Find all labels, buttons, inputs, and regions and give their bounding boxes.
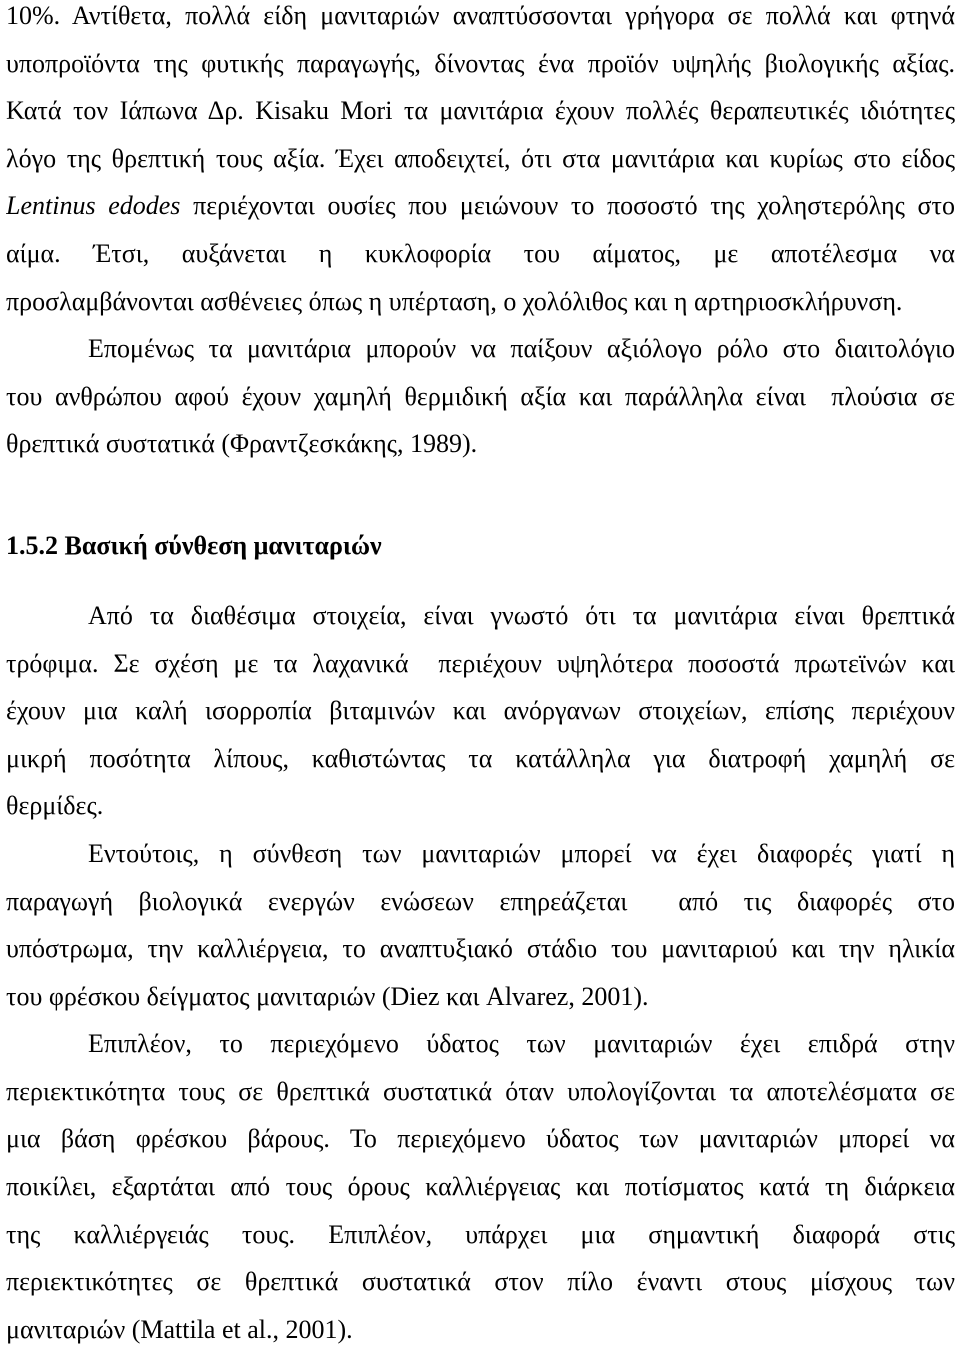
- text-line: λόγο της θρεπτική τους αξία. Έχει αποδειχτεί, ότι στα μανιτάρια και κυρίως στο είδος: [6, 143, 955, 173]
- section-1-5-2: [6, 530, 955, 1346]
- text-line: 10%. Αντίθετα, πολλά είδη μανιταριών αναπτύσσονται γρήγορα σε πολλά και φτηνά: [6, 1, 955, 30]
- text-line: Κατά τον Ιάπωνα Δρ. Kisaku Mori τα μανιτάρια έχουν πολλές θεραπευτικές ιδιότητες: [6, 96, 955, 126]
- text-line-continuation: περιέχονται ουσίες που μειώνουν το ποσοστό της χοληστερόλης στο: [180, 191, 955, 221]
- text-line: μανιταριών (Mattila et al., 2001).: [6, 1314, 353, 1344]
- text-line: μια βάση φρέσκου βάρους. Το περιεχόμενο ύδατος των μανιταριών μπορεί να: [6, 1124, 955, 1154]
- text-line: ποικίλει, εξαρτάται από τους όρους καλλιέργειας και ποτίσματος κατά τη διάρκεια: [6, 1172, 955, 1202]
- text-line: περιεκτικότητα τους σε θρεπτικά συστατικά όταν υπολογίζονται τα αποτελέσματα σε: [6, 1076, 955, 1106]
- text-line: θρεπτικά συστατικά (Φραντζεσκάκης, 1989).: [6, 429, 478, 459]
- text-line: [6, 190, 955, 222]
- paragraph: [6, 1028, 955, 1346]
- text-line: υποπροϊόντα της φυτικής παραγωγής, δίνοντας ένα προϊόν υψηλής βιολογικής αξίας.: [6, 48, 955, 78]
- text-line: του ανθρώπου αφού έχουν χαμηλή θερμιδική αξία και παράλληλα είναι πλούσια σε: [6, 381, 955, 411]
- paragraph: [6, 600, 955, 822]
- text-line: Επομένως τα μανιτάρια μπορούν να παίξουν αξιόλογο ρόλο στο διαιτολόγιο: [88, 334, 955, 364]
- text-line: θερμίδες.: [6, 791, 104, 821]
- text-line: παραγωγή βιολογικά ενεργών ενώσεων επηρεάζεται από τις διαφορές στο: [6, 886, 955, 916]
- text-line: έχουν μια καλή ισορροπία βιταμινών και ανόργανων στοιχείων, επίσης περιέχουν: [6, 696, 955, 726]
- intro-paragraph: [6, 0, 955, 318]
- text-line: προσλαμβάνονται ασθένειες όπως η υπέρταση, ο χολόλιθος και η αρτηριοσκλήρυνση.: [6, 286, 903, 316]
- text-line: υπόστρωμα, την καλλιέργεια, το αναπτυξιακό στάδιο του μανιταριού και την ηλικία: [6, 934, 955, 964]
- species-name: Lentinus edodes: [6, 191, 181, 221]
- text-line: περιεκτικότητες σε θρεπτικά συστατικά στον πίλο έναντι στους μίσχους των: [6, 1267, 955, 1297]
- closing-paragraph: [6, 333, 955, 460]
- paragraph: [6, 838, 955, 1013]
- text-line: τρόφιμα. Σε σχέση με τα λαχανικά περιέχουν υψηλότερα ποσοστά πρωτεϊνών και: [6, 648, 955, 678]
- text-line: του φρέσκου δείγματος μανιταριών (Diez και Alvarez, 2001).: [6, 981, 649, 1011]
- text-line: της καλλιέργειάς τους. Επιπλέον, υπάρχει μια σημαντική διαφορά στις: [6, 1219, 955, 1249]
- text-line: Εντούτοις, η σύνθεση των μανιταριών μπορεί να έχει διαφορές γιατί η: [88, 838, 955, 868]
- text-line: Από τα διαθέσιμα στοιχεία, είναι γνωστό ότι τα μανιτάρια είναι θρεπτικά: [88, 600, 955, 630]
- section-heading: 1.5.2 Βασική σύνθεση μανιταριών: [6, 530, 382, 560]
- text-line: μικρή ποσότητα λίπους, καθιστώντας τα κατάλληλα για διατροφή χαμηλή σε: [6, 743, 955, 773]
- text-line: αίμα. Έτσι, αυξάνεται η κυκλοφορία του αίματος, με αποτέλεσμα να: [6, 238, 955, 268]
- text-line: Επιπλέον, το περιεχόμενο ύδατος των μανιταριών έχει επιδρά στην: [88, 1029, 955, 1059]
